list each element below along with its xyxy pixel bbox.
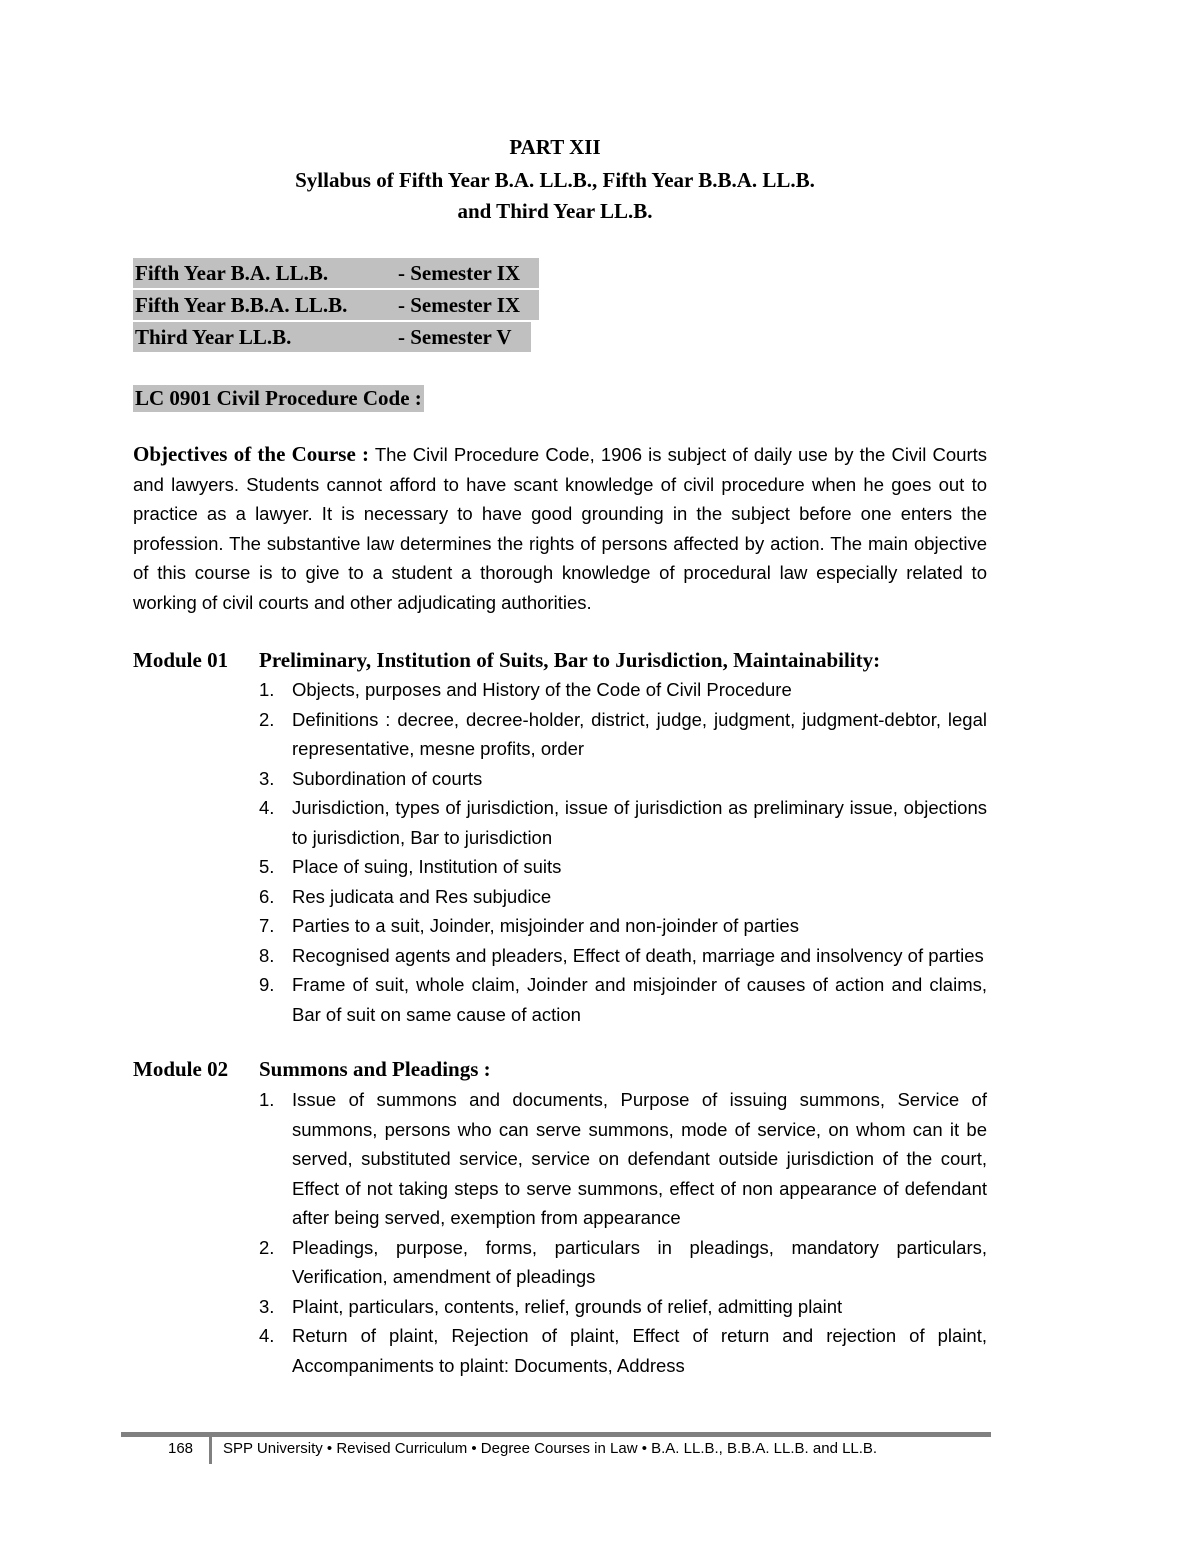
semester-row	[133, 258, 539, 288]
item-number: 1.	[259, 1089, 275, 1110]
item-text: Frame of suit, whole claim, Joinder and misjoinder of causes of action and claims, Bar of suit on same cause of action	[292, 974, 987, 1025]
item-number: 7.	[259, 915, 275, 936]
list-item	[259, 852, 987, 882]
semester-value: - Semester V	[398, 325, 512, 349]
semester-value: - Semester IX	[398, 261, 521, 285]
item-number: 4.	[259, 797, 275, 818]
list-item	[259, 1233, 987, 1292]
semester-course: Fifth Year B.B.A. LL.B.	[135, 293, 348, 317]
semester-row	[133, 290, 539, 320]
item-text: Issue of summons and documents, Purpose of issuing summons, Service of summons, persons who can serve summons, mode of service, on whom can it be served, substituted service, service on defendant outside jurisdiction of the court, Effect of not taking steps to serve summons, effect of non appearance of defendant after being served, exemption from appearance	[292, 1089, 987, 1228]
objectives-text: The Civil Procedure Code, 1906 is subject of daily use by the Civil Courts and lawyers. Students cannot afford to have scant knowledge of civil procedure when he goes out to practice as a lawyer. It is necessary to have good grounding in the subject before one enters the profession. The substantive law determines the rights of persons affected by action. The main objective of this course is to give to a student a thorough knowledge of procedural law especially related to working of civil courts and other adjudicating authorities.	[133, 444, 988, 613]
list-item	[259, 882, 987, 912]
item-number: 6.	[259, 885, 275, 907]
list-item	[259, 793, 987, 852]
list-item	[259, 675, 987, 705]
syllabus-title-line-2: and Third Year LL.B.	[457, 199, 653, 223]
list-item	[259, 970, 987, 1029]
list-item	[259, 941, 987, 971]
item-text: Objects, purposes and History of the Code of Civil Procedure	[292, 679, 792, 700]
module-title: Summons and Pleadings :	[259, 1057, 491, 1081]
item-text: Parties to a suit, Joinder, misjoinder and non-joinder of parties	[292, 915, 799, 936]
item-number: 2.	[259, 708, 275, 730]
semester-course: Fifth Year B.A. LL.B.	[135, 261, 329, 285]
list-item	[259, 911, 987, 941]
item-text: Return of plaint, Rejection of plaint, Effect of return and rejection of plaint, Accompaniments to plaint: Documents, Address	[292, 1325, 987, 1376]
syllabus-title-line-1: Syllabus of Fifth Year B.A. LL.B., Fifth Year B.B.A. LL.B.	[295, 168, 815, 192]
module-items-list	[259, 675, 987, 1029]
item-number: 5.	[259, 856, 275, 877]
item-number: 3.	[259, 1295, 275, 1317]
semester-course: Third Year LL.B.	[135, 325, 292, 349]
module-label: Module 01	[133, 648, 229, 672]
list-item	[259, 1321, 987, 1380]
item-number: 1.	[259, 679, 275, 700]
item-number: 9.	[259, 974, 275, 995]
module-label: Module 02	[133, 1057, 229, 1081]
list-item	[259, 705, 987, 764]
item-number: 3.	[259, 767, 275, 789]
footer-text: SPP University • Revised Curriculum • Degree Courses in Law • B.A. LL.B., B.B.A. LL.B. and LL.B.	[223, 1440, 878, 1457]
item-number: 8.	[259, 944, 275, 966]
part-title: PART XII	[509, 135, 601, 159]
item-text: Place of suing, Institution of suits	[292, 856, 562, 877]
item-number: 4.	[259, 1325, 275, 1346]
course-objectives	[133, 440, 987, 617]
item-text: Pleadings, purpose, forms, particulars in pleadings, mandatory particulars, Verification, amendment of pleadings	[292, 1236, 987, 1287]
module-title: Preliminary, Institution of Suits, Bar to Jurisdiction, Maintainability:	[259, 648, 881, 672]
item-text: Plaint, particulars, contents, relief, grounds of relief, admitting plaint	[292, 1295, 843, 1317]
item-text: Recognised agents and pleaders, Effect of death, marriage and insolvency of parties	[292, 944, 984, 966]
semester-row	[133, 322, 531, 352]
list-item	[259, 1292, 987, 1322]
semester-value: - Semester IX	[398, 293, 521, 317]
list-item	[259, 1085, 987, 1233]
objectives-label: Objectives of the Course :	[133, 442, 370, 466]
item-text: Res judicata and Res subjudice	[292, 885, 552, 907]
module-items-list	[259, 1085, 987, 1380]
item-number: 2.	[259, 1236, 275, 1258]
course-heading: LC 0901 Civil Procedure Code :	[135, 386, 422, 410]
item-text: Subordination of courts	[292, 767, 483, 789]
footer-divider	[209, 1437, 212, 1464]
footer-rule	[121, 1432, 991, 1437]
item-text: Jurisdiction, types of jurisdiction, issue of jurisdiction as preliminary issue, objections to jurisdiction, Bar to jurisdiction	[292, 797, 987, 848]
list-item	[259, 764, 987, 794]
item-text: Definitions : decree, decree-holder, district, judge, judgment, judgment-debtor, legal representative, mesne profits, order	[292, 708, 987, 759]
page-number: 168	[168, 1440, 194, 1457]
